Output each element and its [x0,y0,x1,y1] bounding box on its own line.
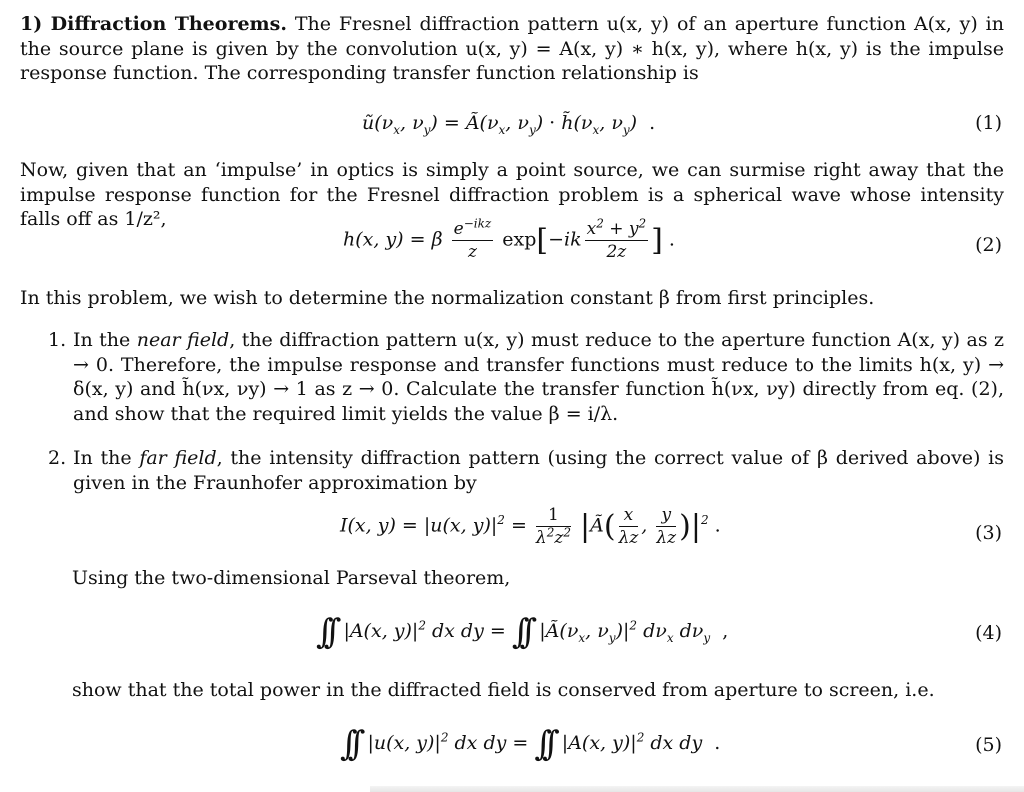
paragraph-goal [20,286,1004,311]
paragraph-conservation [72,678,1004,703]
page-bottom-edge [370,786,1024,792]
paragraph-impulse-text: Now, given that an ‘impulse’ in optics is simply a point source, we can surmise right away that the impulse response function for the Fresnel diffraction problem is a spherical wave whose intensity falls off as 1/z², [20,159,1004,230]
section-heading: 1) Diffraction Theorems. [20,13,287,35]
list-item-1 [48,328,1004,426]
intro-paragraph [20,12,1004,86]
list-item-2-prefix: In the [73,447,140,469]
equation-3-expression: I(x, y) = |u(x, $y)|^2$ = $\frac{1}{\lambda^2z^2}$ |Ã( $\frac{x}{\lambda z}$ , $\frac{y}{\lambda z}$ )$|^2$ . [340,505,721,548]
list-item-1-emphasis: near field [136,329,230,351]
equation-4-number: (4) [975,622,1002,644]
list-item-2-number: 2. [48,447,67,469]
equation-1 [0,112,1024,140]
list-item-1-number: 1. [48,329,67,351]
equation-5-number: (5) [975,734,1002,756]
list-item-2-text: , the intensity diffraction pattern (using the correct value of β derived above) is given in the Fraunhofer approximation by [73,447,1005,494]
equation-2 [0,216,1024,270]
equation-1-expression: $ũ(\nu_x$, $\nu_y$) = $Ã(\nu_x$, $\nu_y$) · $h̃(\nu_x$, $\nu_y$) . [362,112,656,137]
equation-4-expression: ∫∫ |A(x, $y)|^2$ dx dy = ∫∫ $|Ã(\nu_x$, $\nu_y)|^2$ $d\nu_x$ $d\nu_y$ , [316,612,729,652]
equation-2-number: (2) [975,234,1002,256]
list-item-1-text: , the diffraction pattern u(x, y) must reduce to the aperture function A(x, y) as z → 0. Therefore, the impulse response and transfer functions must reduce to the limits h(x, y) → δ(x, y) and h̃(νx, νy) → 1 as z → 0. Calculate the transfer function h̃(νx, νy) directly from eq. (2), and show that the required limit yields the value β = i/λ. [73,329,1005,425]
paragraph-parseval [72,566,1004,591]
equation-5 [0,724,1024,770]
equation-3 [0,506,1024,558]
equation-3-number: (3) [975,522,1002,544]
equation-4 [0,612,1024,658]
list-item-1-prefix: In the [73,329,137,351]
equation-2-expression: h(x, y) = β $\frac{e^{-ikz}}{z}$ exp[−ik $\frac{x^2 + y^2}{2z}$ ] . [343,216,675,262]
list-item-2 [48,446,1004,495]
intro-text: The Fresnel diffraction pattern u(x, y) of an aperture function A(x, y) in the source plane is given by the convolution u(x, y) = A(x, y) ∗ h(x, y), where h(x, y) is the impulse response function. The corresponding transfer function relationship is [20,13,1004,84]
equation-5-expression: ∫∫ |u(x, $y)|^2$ dx dy = ∫∫ |A(x, $y)|^2$ dx dy . [340,724,721,764]
paragraph-conservation-text: show that the total power in the diffracted field is conserved from aperture to screen, i.e. [72,679,935,701]
list-item-2-emphasis: far field [139,447,217,469]
equation-1-number: (1) [975,112,1002,134]
paragraph-parseval-text: Using the two-dimensional Parseval theorem, [72,567,511,589]
paragraph-goal-text: In this problem, we wish to determine the normalization constant β from first principles. [20,287,875,309]
